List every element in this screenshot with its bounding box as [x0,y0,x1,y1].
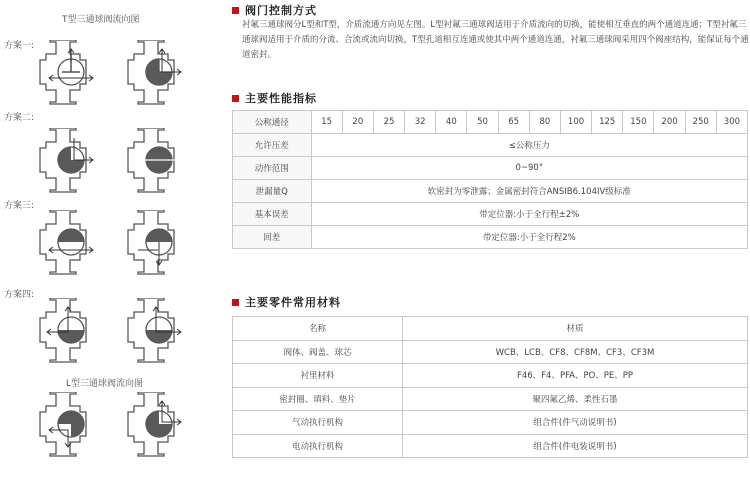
valve-diagram [38,210,108,280]
valve-diagram [38,40,108,110]
t-type-flow-title: T型三通球阀流向图 [62,15,140,25]
table-row [233,340,748,364]
section-marker [232,7,239,14]
dn-cell: 40 [436,111,467,134]
materials-heading: 主要零件常用材料 [245,296,341,309]
performance-heading: 主要性能指标 [245,92,317,105]
valve-diagram [38,392,108,462]
part-name: 密封圈、填料、垫片 [233,387,403,411]
materials-section-header [232,294,341,310]
dn-cell: 20 [342,111,373,134]
part-material: F46、F4、PFA、PO、PE、PP [403,364,748,388]
table-row [233,180,748,203]
table-row [233,434,748,458]
dn-cell: 100 [560,111,591,134]
dn-cell: 50 [467,111,498,134]
dn-cell: 15 [311,111,342,134]
row-label: 泄漏量Q [233,180,312,203]
table-row [233,157,748,180]
dn-cell: 125 [592,111,623,134]
part-material: 组合件(件电装说明书) [403,434,748,458]
materials-table [232,316,748,458]
performance-section-header [232,90,748,106]
dn-cell: 32 [405,111,436,134]
table-row [233,134,748,157]
row-value: 带定位器:小于全行程2% [311,226,747,249]
valve-diagram [38,298,108,368]
row-label: 基本误差 [233,203,312,226]
valve-diagram [126,298,196,368]
scheme-4-label: 方案四: [4,290,35,300]
dn-cell: 300 [716,111,747,134]
row-value: 0~90° [311,157,747,180]
dn-cell: 250 [685,111,716,134]
dn-cell: 25 [373,111,404,134]
dn-label: 公称通径 [233,111,312,134]
table-row [233,111,748,134]
scheme-1-label: 方案一: [4,41,35,51]
row-label: 动作范围 [233,157,312,180]
row-label: 回差 [233,226,312,249]
valve-diagram [126,128,196,198]
part-name: 阀体、阀盖、球芯 [233,340,403,364]
dn-cell: 65 [498,111,529,134]
table-row [233,364,748,388]
dn-cell: 80 [529,111,560,134]
section-marker [232,299,239,306]
l-type-flow-title: L型三通球阀流向图 [66,379,144,389]
part-material: WCB、LCB、CF8、CF8M、CF3、CF3M [403,340,748,364]
valve-diagram [126,210,196,280]
table-row [233,203,748,226]
col-header-material: 材质 [403,317,748,341]
dn-cell: 200 [654,111,685,134]
control-heading: 阀门控制方式 [245,4,317,17]
part-material: 聚四氟乙烯、柔性石墨 [403,387,748,411]
row-value: 带定位器:小于全行程±2% [311,203,747,226]
row-value: ≤公称压力 [311,134,747,157]
table-row [233,226,748,249]
scheme-3-label: 方案三: [4,201,35,211]
valve-diagram [126,40,196,110]
row-value: 软密封为零泄露；金属密封符合ANSIB6.104IV级标准 [311,180,747,203]
control-section-header [232,2,317,18]
table-header-row [233,317,748,341]
part-name: 衬里材料 [233,364,403,388]
table-row [233,411,748,435]
row-label: 允许压差 [233,134,312,157]
scheme-2-label: 方案二: [4,113,35,123]
flow-diagram-column [0,0,230,477]
control-description: 衬氟三通球阀分L型和T型，介质流通方向见左图。L型衬氟三通球阀适用于介质流向的切换，能使相互垂直的两个通道连通；T型衬氟三通球阀适用于介质的分流、合流或流向切换，T型孔道相互连通或使其中两个通道连通，衬氟三通球阀采用四个阀座结构，能保证每个通道密封。 [242,20,749,60]
part-name: 电动执行机构 [233,434,403,458]
performance-table [232,110,748,249]
table-row [233,387,748,411]
valve-diagram [38,128,108,198]
part-name: 气动执行机构 [233,411,403,435]
valve-diagram [126,392,196,462]
dn-cell: 150 [623,111,654,134]
col-header-name: 名称 [233,317,403,341]
part-material: 组合件(件气动说明书) [403,411,748,435]
section-marker [232,95,239,102]
